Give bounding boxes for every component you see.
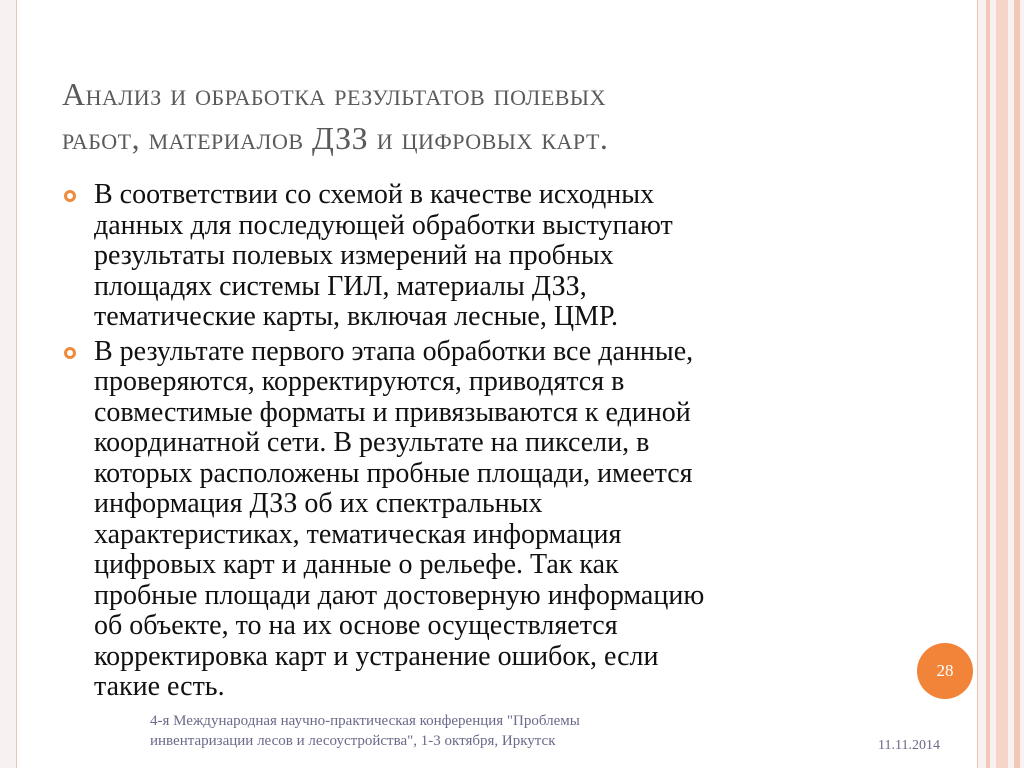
bullet-line: координатной сети. В результате на пиксели, в: [94, 427, 650, 458]
bullet-line: результаты полевых измерений на пробных: [94, 240, 614, 271]
decor-stripe: [996, 0, 1008, 768]
page-number-badge: 28: [917, 643, 973, 699]
footer-text: [150, 711, 770, 751]
bullet-line: цифровых карт и данные о рельефе. Так как: [94, 549, 619, 580]
bullet-line: корректировка карт и устранение ошибок, если: [94, 640, 659, 672]
bullet-line: проверяются, корректируются, приводятся в: [94, 366, 625, 397]
footer-line: инвентаризации лесов и лесоустройства", 1-3 октября, Иркутск: [150, 733, 556, 749]
bullet-item: [62, 337, 862, 703]
bullet-line: пробные площади дают достоверную информацию: [94, 579, 705, 611]
slide-title-line: Анализ и обработка результатов полевых: [62, 76, 607, 112]
slide-title: [62, 72, 942, 160]
bullet-line: тематические карты, включая лесные, ЦМР.: [94, 301, 619, 332]
ring-bullet-icon: [64, 190, 76, 202]
bullet-line: которых расположены пробные площади, имеется: [94, 457, 693, 489]
footer-line: 4-я Международная научно-практическая конференция "Проблемы: [150, 713, 580, 729]
bullet-line: такие есть.: [94, 671, 225, 702]
bullet-item: [62, 180, 862, 333]
bullet-line: совместимые форматы и привязываются к единой: [94, 396, 691, 428]
decor-stripe: [986, 0, 990, 768]
ring-bullet-icon: [64, 347, 76, 359]
bullet-line: В результате первого этапа обработки все данные,: [94, 335, 694, 367]
bullet-line: В соответствии со схемой в качестве исходных: [94, 179, 655, 210]
bullet-line: данных для последующей обработки выступают: [94, 209, 673, 241]
bullet-line: площадях системы ГИЛ, материалы ДЗЗ,: [94, 270, 587, 302]
decor-stripe: [1014, 0, 1020, 768]
slide-title-line: работ, материалов ДЗЗ и цифровых карт.: [62, 120, 609, 156]
bullet-line: информация ДЗЗ об их спектральных: [94, 488, 543, 519]
slide-date: 11.11.2014: [878, 738, 940, 753]
bullet-line: об объекте, то на их основе осуществляется: [94, 610, 618, 641]
bullet-line: характеристиках, тематическая информация: [94, 518, 622, 550]
bullet-list: [62, 180, 862, 707]
